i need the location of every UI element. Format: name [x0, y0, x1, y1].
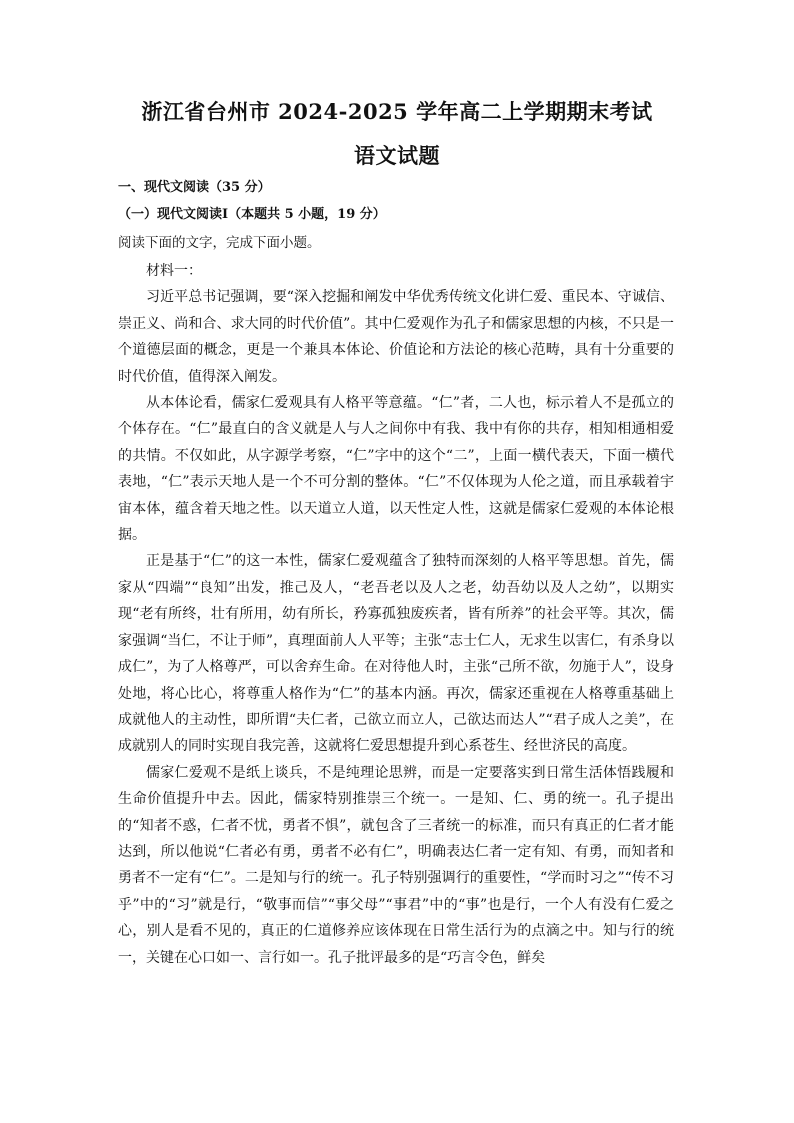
passage-paragraph: 儒家仁爱观不是纸上谈兵，不是纯理论思辨，而是一定要落实到日常生活体悟践履和生命价值提升中去。因此，儒家特别推崇三个统一。一是知、仁、勇的统一。孔子提出的“知者不惑，仁者不忧，勇者不惧”，就包含了三者统一的标准，而只有真正的仁者才能达到，所以他说“仁者必有勇，勇者不必有仁”，明确表达仁者一定有知、有勇，而知者和勇者不一定有“仁”。二是知与行的统一。孔子特别强调行的重要性，“学而时习之”“传不习乎”中的“习”就是行，“敬事而信”“事父母”“事君”中的“事”也是行，一个人有没有仁爱之心，别人是看不见的，真正的仁道修养应该体现在日常生活行为的点滴之中。知与行的统一，关键在心口如一、言行如一。孔子批评最多的是“巧言令色，鲜矣 — [118, 764, 674, 966]
document-subtitle: 语文试题 — [354, 143, 440, 168]
passage-paragraph: 从本体论看，儒家仁爱观具有人格平等意蕴。“仁”者，二人也，标示着人不是孤立的个体存在。“仁”最直白的含义就是人与人之间你中有我、我中有你的共存，相知相通相爱的共情。不仅如此，从字源学考察，“仁”字中的这个“二”，上面一横代表天，下面一横代表地，“仁”表示天地人是一个不可分割的整体。“仁”不仅体现为人伦之道，而且承载着宇宙本体，蕴含着天地之性。以天道立人道，以天性定人性，这就是儒家仁爱观的本体论根据。 — [118, 395, 674, 544]
passage-body — [118, 258, 674, 971]
material-label: 材料一： — [146, 263, 202, 279]
passage-paragraph: 正是基于“仁”的这一本性，儒家仁爱观蕴含了独特而深刻的人格平等思想。首先，儒家从“四端”“良知”出发，推己及人，“老吾老以及人之老，幼吾幼以及人之幼”，以期实现“老有所终，壮有所用，幼有所长，矜寡孤独废疾者，皆有所养”的社会平等。其次，儒家强调“当仁，不让于师”，真理面前人人平等；主张“志士仁人，无求生以害仁，有杀身以成仁”，为了人格尊严，可以舍弃生命。在对待他人时，主张“己所不欲，勿施于人”，设身处地，将心比心，将尊重人格作为“仁”的基本内涵。再次，儒家还重视在人格尊重基础上成就他人的主动性，即所谓“夫仁者，己欲立而立人，己欲达而达人”“君子成人之美”，在成就别人的同时实现自我完善，这就将仁爱思想提升到心系苍生、经世济民的高度。 — [118, 553, 674, 755]
reading-instruction: 阅读下面的文字，完成下面小题。 — [118, 235, 321, 251]
passage-paragraph: 习近平总书记强调，要“深入挖掘和阐发中华优秀传统文化讲仁爱、重民本、守诚信、崇正义、尚和合、求大同的时代价值”。其中仁爱观作为孔子和儒家思想的内核，不只是一个道德层面的概念，更是一个兼具本体论、价值论和方法论的核心范畴，具有十分重要的时代价值，值得深入阐发。 — [118, 289, 674, 385]
document-title: 浙江省台州市 2024-2025 学年高二上学期期末考试 — [141, 99, 653, 124]
subsection-heading: （一）现代文阅读Ⅰ（本题共 5 小题，19 分） — [118, 207, 386, 222]
section-heading: 一、现代文阅读（35 分） — [118, 180, 271, 195]
